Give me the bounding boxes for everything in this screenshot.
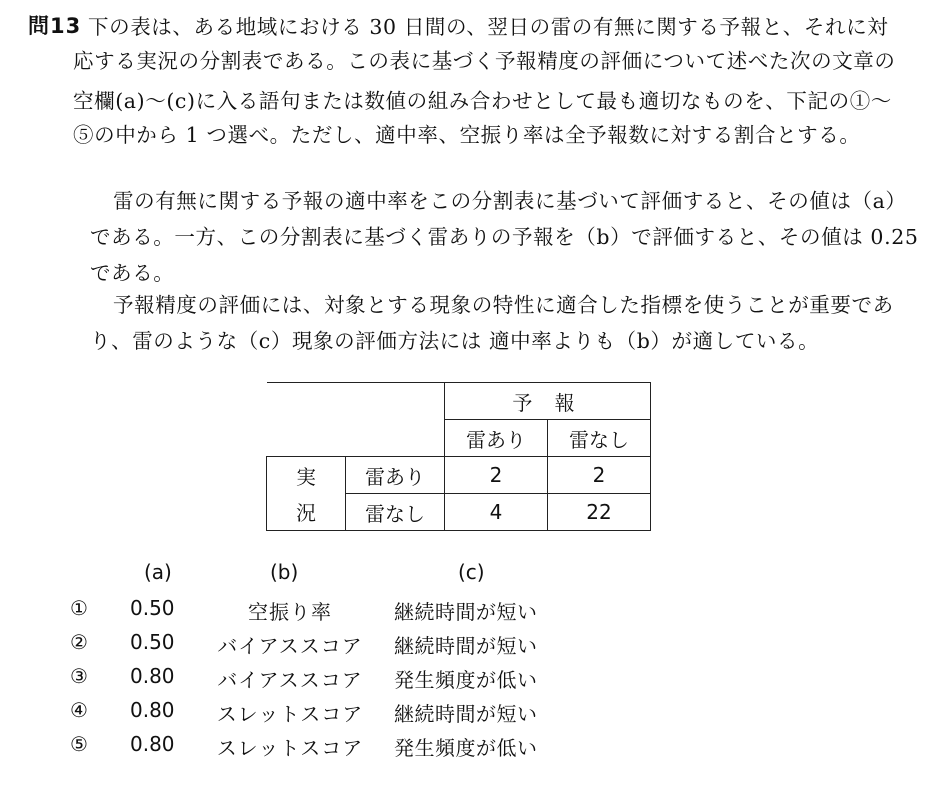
choice-b-value: バイアススコア bbox=[217, 634, 363, 658]
observed-label-top: 実 bbox=[267, 457, 346, 494]
passage-line-5: り、雷のような（c）現象の評価方法には 適中率よりも（b）が適している。 bbox=[90, 329, 820, 353]
forecast-header: 予 報 bbox=[445, 383, 651, 420]
passage-line-2: である。一方、この分割表に基づく雷ありの予報を（b）で評価すると、その値は 0.25 bbox=[90, 225, 919, 249]
choice-c-value: 継続時間が短い bbox=[394, 702, 538, 726]
observed-label-bottom: 況 bbox=[267, 494, 346, 531]
choice-c-value: 継続時間が短い bbox=[394, 634, 538, 658]
passage-line-1: 雷の有無に関する予報の適中率をこの分割表に基づいて評価すると、その値は（a） bbox=[113, 189, 907, 213]
observed-row-no-label: 雷なし bbox=[346, 494, 445, 531]
choice-a-value: 0.80 bbox=[130, 664, 175, 688]
choice-a-value: 0.80 bbox=[130, 698, 175, 722]
observed-row-yes-label: 雷あり bbox=[346, 457, 445, 494]
passage-line-3: である。 bbox=[90, 261, 175, 285]
cell-yes-no: 2 bbox=[548, 457, 651, 494]
intro-line-4: ⑤の中から 1 つ選べ。ただし、適中率、空振り率は全予報数に対する割合とする。 bbox=[73, 123, 861, 147]
cell-no-no: 22 bbox=[548, 494, 651, 531]
choice-a-value: 0.80 bbox=[130, 732, 175, 756]
choice-c-value: 発生頻度が低い bbox=[394, 736, 538, 760]
choice-number: ① bbox=[70, 596, 88, 620]
choice-c-value: 発生頻度が低い bbox=[394, 668, 538, 692]
intro-line-2: 応する実況の分割表である。この表に基づく予報精度の評価について述べた次の文章の bbox=[73, 49, 896, 73]
forecast-col-yes: 雷あり bbox=[445, 420, 548, 457]
choice-c-value: 継続時間が短い bbox=[394, 600, 538, 624]
passage-line-4: 予報精度の評価には、対象とする現象の特性に適合した指標を使うことが重要であ bbox=[113, 293, 894, 317]
choice-number: ④ bbox=[70, 698, 88, 722]
cell-no-yes: 4 bbox=[445, 494, 548, 531]
header-c: (c) bbox=[458, 560, 485, 584]
choice-number: ⑤ bbox=[70, 732, 88, 756]
choice-b-value: 空振り率 bbox=[248, 600, 332, 624]
question-number: 問13 bbox=[28, 14, 82, 38]
choice-b-value: バイアススコア bbox=[217, 668, 363, 692]
table-corner bbox=[267, 383, 445, 457]
choice-number: ② bbox=[70, 630, 88, 654]
choice-a-value: 0.50 bbox=[130, 630, 175, 654]
contingency-table bbox=[266, 382, 651, 531]
intro-line-3: 空欄(a)～(c)に入る語句または数値の組み合わせとして最も適切なものを、下記の①～ bbox=[73, 89, 892, 113]
choice-b-value: スレットスコア bbox=[216, 702, 364, 726]
header-a: (a) bbox=[144, 560, 172, 584]
forecast-col-no: 雷なし bbox=[548, 420, 651, 457]
intro-line-1: 下の表は、ある地域における 30 日間の、翌日の雷の有無に関する予報と、それに対 bbox=[88, 15, 889, 39]
header-b: (b) bbox=[270, 560, 299, 584]
choice-b-value: スレットスコア bbox=[216, 736, 364, 760]
cell-yes-yes: 2 bbox=[445, 457, 548, 494]
choice-a-value: 0.50 bbox=[130, 596, 175, 620]
choice-number: ③ bbox=[70, 664, 88, 688]
